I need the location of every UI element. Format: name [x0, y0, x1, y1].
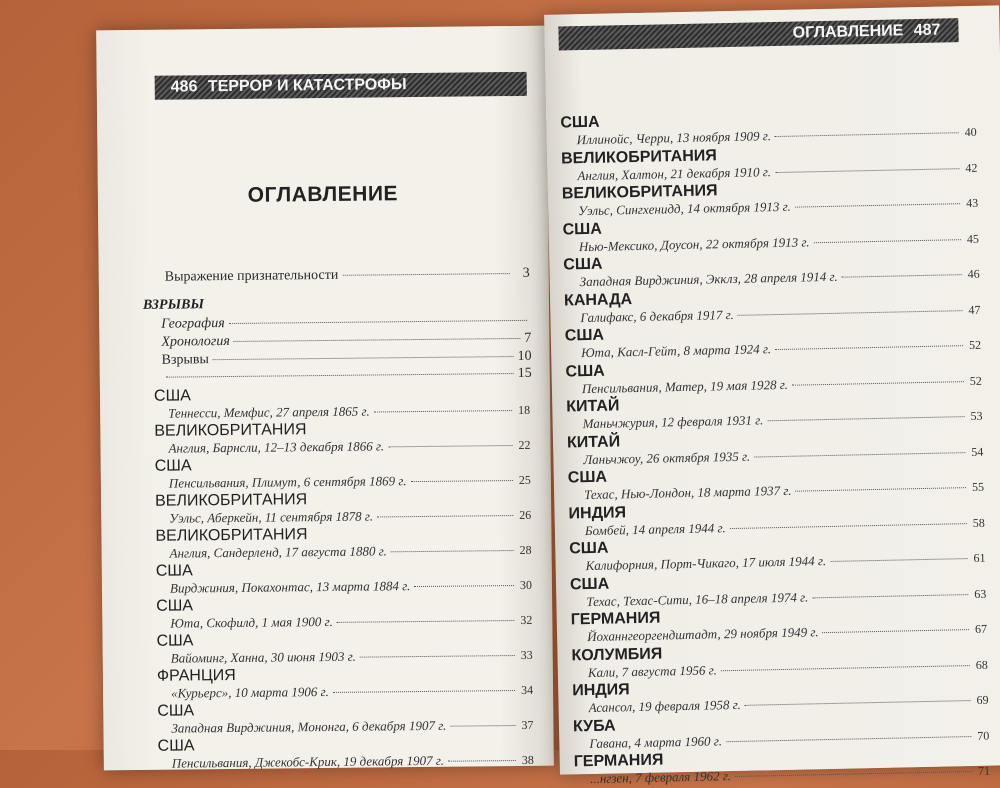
right-page-number: 487: [913, 21, 941, 40]
event-page-number: 30: [519, 577, 533, 592]
event-page-number: 70: [977, 728, 990, 743]
event-page-number: 53: [970, 408, 983, 424]
event-text: Техас, Нью-Лондон, 18 марта 1937 г.: [583, 482, 792, 503]
event-page-number: 33: [520, 647, 533, 662]
event-page-number: 54: [971, 444, 984, 459]
event-text: Асансол, 19 февраля 1958 г.: [588, 696, 741, 716]
event-page-number: 32: [520, 612, 533, 627]
country-heading: КУБА: [572, 717, 616, 735]
event-text: Теннесси, Мемфис, 27 апреля 1865 г.: [168, 403, 370, 421]
event-page-number: 22: [518, 437, 531, 452]
toc-sub-entry: [161, 331, 531, 351]
country-heading: ИНДИЯ: [568, 503, 627, 522]
leader-dots: [377, 515, 513, 517]
event-page-number: 28: [519, 542, 532, 557]
section-heading: ВЗРЫВЫ: [142, 297, 205, 313]
country-heading: ГЕРМАНИЯ: [570, 609, 661, 629]
event-text: Англия, Сандерленд, 17 августа 1880 г.: [169, 543, 387, 561]
leader-dots: [775, 168, 959, 173]
toc-event-entry: [586, 585, 986, 609]
event-text: Кали, 7 августа 1956 г.: [587, 661, 718, 680]
leader-dots: [234, 338, 521, 342]
toc-entry-acknowledgements: [165, 266, 530, 286]
event-page-number: 26: [519, 507, 532, 522]
left-page-number: 486: [170, 78, 198, 96]
toc-sub-page: 15: [517, 365, 532, 381]
toc-event-entry: [580, 266, 980, 290]
event-text: Англия, Барнсли, 12–13 декабря 1866 г.: [168, 438, 385, 456]
event-page-number: 55: [971, 479, 985, 494]
event-text: Англия, Халтон, 21 декабря 1910 г.: [577, 163, 772, 183]
country-heading: КИТАЙ: [566, 432, 621, 451]
leader-dots: [391, 550, 514, 552]
country-heading: КАНАДА: [563, 290, 633, 309]
country-heading: ВЕЛИКОБРИТАНИЯ: [155, 526, 308, 545]
event-page-number: 38: [521, 752, 534, 767]
event-page-number: 34: [520, 682, 534, 697]
leader-dots: [738, 310, 963, 316]
toc-event-entry: [168, 402, 530, 422]
leader-dots: [775, 345, 963, 350]
toc-event-entry: [579, 230, 979, 254]
event-text: Галифакс, 6 декабря 1917 г.: [580, 306, 734, 325]
toc-event-entry: [580, 301, 980, 325]
event-text: Уэльс, Аберкейн, 11 сентября 1878 г.: [169, 508, 374, 526]
leader-dots: [414, 585, 514, 587]
event-text: Вайоминг, Ханна, 30 июня 1903 г.: [170, 648, 356, 666]
leader-dots: [823, 629, 970, 633]
toc-sub-text: Взрывы: [161, 352, 209, 368]
toc-entry-page: 3: [522, 265, 530, 281]
country-heading: США: [560, 113, 600, 132]
leader-dots: [745, 700, 971, 706]
event-page-number: 42: [965, 160, 978, 175]
toc-event-entry: [588, 692, 988, 716]
country-heading: ВЕЛИКОБРИТАНИЯ: [154, 421, 307, 440]
event-text: Пенсильвания, Джекобс-Крик, 19 декабря 1907 г.: [171, 752, 445, 771]
toc-event-entry: [589, 727, 989, 751]
toc-event-entry: [169, 472, 531, 492]
country-heading: ИНДИЯ: [572, 681, 630, 700]
toc-event-entry: [171, 647, 533, 667]
leader-dots: [410, 480, 512, 482]
toc-entry-text: Выражение признательности: [164, 267, 339, 285]
event-page-number: 46: [967, 266, 980, 282]
toc-sub-page: 10: [517, 348, 532, 364]
country-heading: США: [569, 575, 610, 593]
leader-dots: [796, 487, 967, 492]
leader-dots: [213, 356, 514, 360]
event-text: Юта, Скофилд, 1 мая 1900 г.: [170, 613, 333, 631]
event-text: Пенсильвания, Плимут, 6 сентября 1869 г.: [168, 473, 407, 491]
right-running-head: [558, 18, 958, 50]
toc-event-entry: [172, 752, 534, 772]
event-page-number: 67: [974, 621, 988, 636]
toc-sub-page: 7: [524, 330, 532, 346]
left-page: [96, 26, 554, 771]
right-page: [544, 5, 1000, 787]
toc-event-entry: [577, 124, 977, 148]
event-page-number: 18: [518, 402, 531, 417]
country-heading: США: [153, 387, 191, 405]
event-text: Маньчжурия, 12 февраля 1931 г.: [582, 412, 764, 432]
event-text: Иллинойс, Черри, 13 ноября 1909 г.: [576, 128, 772, 148]
country-heading: ФРАНЦИЯ: [156, 666, 236, 685]
event-page-number: 52: [968, 337, 982, 353]
event-text: Нью-Мексико, Доусон, 22 октября 1913 г.: [578, 233, 810, 254]
leader-dots: [450, 725, 515, 727]
toc-sub-entry: [161, 313, 531, 333]
event-text: Техас, Техас-Сити, 16–18 апреля 1974 г.: [586, 588, 809, 609]
leader-dots: [448, 760, 516, 762]
country-heading: США: [564, 326, 605, 345]
toc-event-entry: [583, 443, 983, 467]
country-heading: США: [567, 468, 608, 487]
event-page-number: 58: [972, 515, 985, 530]
country-heading: США: [157, 702, 195, 720]
leader-dots: [229, 320, 527, 324]
country-heading: США: [154, 457, 192, 475]
country-heading: США: [156, 632, 194, 650]
leader-dots: [830, 558, 967, 562]
leader-dots: [767, 416, 964, 421]
leader-dots: [842, 274, 962, 278]
country-heading: КОЛУМБИЯ: [571, 645, 663, 664]
country-heading: США: [569, 539, 609, 558]
event-text: Бомбей, 14 апреля 1944 г.: [584, 519, 726, 538]
leader-dots: [166, 373, 514, 378]
toc-sub-text: Хронология: [161, 333, 230, 350]
toc-event-entry: [170, 542, 532, 562]
leader-dots: [792, 381, 964, 386]
event-text: Йоханнгеоргендштадт, 29 ноября 1949 г.: [586, 624, 819, 645]
left-running-title: ТЕРРОР И КАТАСТРОФЫ: [207, 76, 407, 96]
event-page-number: 45: [966, 231, 980, 246]
toc-sub-text: География: [161, 316, 225, 332]
country-heading: США: [565, 362, 605, 380]
event-page-number: 68: [975, 657, 988, 672]
event-text: Гавана, 4 марта 1960 г.: [589, 732, 723, 751]
right-running-title: ОГЛАВЛЕНИЕ: [792, 22, 904, 42]
event-text: Вирджиния, Покахонтас, 13 марта 1884 г.: [169, 578, 411, 596]
country-heading: США: [155, 562, 193, 580]
toc-event-entry: [585, 514, 985, 538]
leader-dots: [388, 445, 512, 447]
leader-dots: [721, 665, 970, 671]
toc-event-entry: [168, 437, 530, 457]
event-page-number: 40: [964, 124, 977, 140]
event-text: «Курьерс», 10 марта 1906 г.: [171, 683, 329, 701]
country-heading: США: [157, 737, 195, 755]
event-text: Калифорния, Порт-Чикаго, 17 июля 1944 г.: [585, 553, 827, 574]
country-heading: ВЕЛИКОБРИТАНИЯ: [561, 182, 718, 203]
event-text: Западная Вирджиния, Экклз, 28 апреля 1914 г.: [579, 268, 838, 290]
leader-dots: [342, 273, 509, 276]
toc-event-entry: [583, 408, 983, 432]
toc-event-entry: [584, 479, 984, 503]
toc-event-entry: [171, 682, 533, 702]
leader-dots: [360, 655, 515, 658]
toc-event-entry: [170, 612, 532, 632]
country-heading: США: [562, 220, 602, 239]
left-running-head: [155, 72, 527, 100]
country-heading: США: [156, 597, 194, 615]
event-text: ...нгзен, 7 февраля 1962 г.: [589, 768, 732, 787]
event-page-number: 43: [965, 195, 979, 211]
toc-event-entry: [170, 577, 532, 597]
toc-title: ОГЛАВЛЕНИЕ: [247, 182, 399, 207]
leader-dots: [374, 410, 512, 412]
country-heading: КИТАЙ: [566, 397, 620, 416]
event-page-number: 61: [973, 550, 986, 565]
leader-dots: [735, 771, 972, 777]
leader-dots: [337, 620, 515, 623]
leader-dots: [812, 594, 968, 598]
event-page-number: 71: [977, 763, 991, 778]
event-text: Уэльс, Сингхенидд, 14 октября 1913 г.: [578, 198, 791, 219]
leader-dots: [730, 523, 967, 529]
event-text: Юта, Касл-Гейт, 8 марта 1924 г.: [581, 341, 772, 361]
event-page-number: 52: [969, 373, 982, 388]
event-page-number: 47: [968, 302, 981, 317]
toc-event-entry: [585, 550, 985, 574]
leader-dots: [795, 203, 960, 207]
country-heading: ВЕЛИКОБРИТАНИЯ: [154, 491, 308, 510]
event-text: Пенсильвания, Матер, 19 мая 1928 г.: [581, 376, 789, 396]
leader-dots: [333, 690, 515, 693]
country-heading: ГЕРМАНИЯ: [573, 751, 664, 771]
event-text: Ланьчжоу, 26 октября 1935 г.: [583, 448, 751, 467]
leader-dots: [775, 132, 959, 137]
event-page-number: 63: [974, 586, 987, 601]
leader-dots: [814, 239, 961, 243]
event-page-number: 69: [976, 692, 989, 707]
country-heading: США: [563, 255, 603, 274]
leader-dots: [726, 736, 971, 742]
toc-sub-entry: [162, 366, 532, 386]
event-page-number: 25: [518, 472, 531, 487]
event-page-number: 37: [521, 717, 534, 732]
event-text: Западная Вирджиния, Мононга, 6 декабря 1907 г.: [171, 717, 447, 736]
toc-event-entry: [169, 507, 531, 527]
toc-event-entry: [582, 372, 982, 396]
country-heading: ВЕЛИКОБРИТАНИЯ: [560, 146, 717, 168]
toc-event-entry: [171, 717, 533, 737]
toc-event-entry: [581, 337, 981, 361]
leader-dots: [754, 452, 965, 457]
